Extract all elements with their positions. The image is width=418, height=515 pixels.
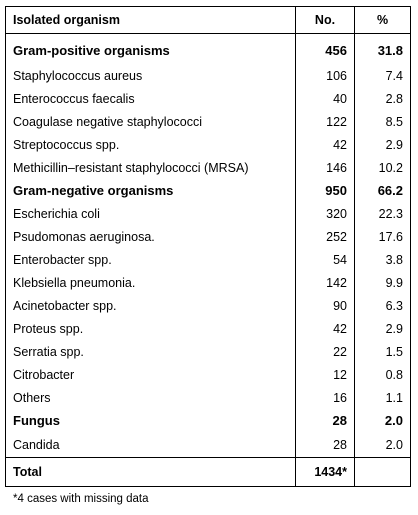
organism-name: Fungus bbox=[6, 409, 296, 432]
total-label: Total bbox=[6, 458, 296, 487]
organism-percent: 10.2 bbox=[355, 156, 411, 179]
organism-count: 22 bbox=[296, 340, 355, 363]
organism-percent: 3.8 bbox=[355, 248, 411, 271]
organism-percent: 22.3 bbox=[355, 202, 411, 225]
header-percent: % bbox=[355, 7, 411, 34]
total-count: 1434* bbox=[296, 458, 355, 487]
organism-count: 12 bbox=[296, 363, 355, 386]
table-header-row bbox=[6, 7, 411, 34]
organism-count: 456 bbox=[296, 34, 355, 65]
table-row bbox=[6, 340, 411, 363]
organism-percent: 1.1 bbox=[355, 386, 411, 409]
organism-count: 146 bbox=[296, 156, 355, 179]
organism-percent: 2.9 bbox=[355, 133, 411, 156]
organism-count: 252 bbox=[296, 225, 355, 248]
organism-name: Citrobacter bbox=[6, 363, 296, 386]
organism-percent: 9.9 bbox=[355, 271, 411, 294]
organism-count: 122 bbox=[296, 110, 355, 133]
organism-count: 16 bbox=[296, 386, 355, 409]
organism-percent: 1.5 bbox=[355, 340, 411, 363]
table-row bbox=[6, 317, 411, 340]
organism-name: Enterobacter spp. bbox=[6, 248, 296, 271]
organism-name: Methicillin–resistant staphylococci (MRSA) bbox=[6, 156, 296, 179]
organism-name: Acinetobacter spp. bbox=[6, 294, 296, 317]
organism-table bbox=[5, 6, 411, 487]
organism-percent: 17.6 bbox=[355, 225, 411, 248]
organism-count: 42 bbox=[296, 133, 355, 156]
table-row bbox=[6, 133, 411, 156]
table-row bbox=[6, 386, 411, 409]
table-row bbox=[6, 271, 411, 294]
organism-name: Escherichia coli bbox=[6, 202, 296, 225]
organism-percent: 31.8 bbox=[355, 34, 411, 65]
header-count: No. bbox=[296, 7, 355, 34]
table-row bbox=[6, 294, 411, 317]
organism-count: 54 bbox=[296, 248, 355, 271]
organism-name: Gram-positive organisms bbox=[6, 34, 296, 65]
organism-count: 950 bbox=[296, 179, 355, 202]
organism-name: Staphylococcus aureus bbox=[6, 64, 296, 87]
total-percent bbox=[355, 458, 411, 487]
table-row bbox=[6, 248, 411, 271]
organism-name: Psudomonas aeruginosa. bbox=[6, 225, 296, 248]
organism-count: 90 bbox=[296, 294, 355, 317]
table-body bbox=[6, 34, 411, 458]
organism-name: Candida bbox=[6, 432, 296, 458]
organism-count: 28 bbox=[296, 409, 355, 432]
table-row bbox=[6, 202, 411, 225]
footnote: *4 cases with missing data bbox=[13, 493, 149, 505]
organism-count: 106 bbox=[296, 64, 355, 87]
total-row bbox=[6, 458, 411, 487]
organism-percent: 2.9 bbox=[355, 317, 411, 340]
organism-count: 320 bbox=[296, 202, 355, 225]
organism-count: 28 bbox=[296, 432, 355, 458]
organism-percent: 6.3 bbox=[355, 294, 411, 317]
table-row-group bbox=[6, 34, 411, 65]
organism-count: 42 bbox=[296, 317, 355, 340]
organism-percent: 2.0 bbox=[355, 432, 411, 458]
organism-percent: 7.4 bbox=[355, 64, 411, 87]
organism-name: Serratia spp. bbox=[6, 340, 296, 363]
organism-count: 142 bbox=[296, 271, 355, 294]
table-row bbox=[6, 156, 411, 179]
organism-percent: 2.8 bbox=[355, 87, 411, 110]
header-organism: Isolated organism bbox=[6, 7, 296, 34]
organism-name: Others bbox=[6, 386, 296, 409]
organism-name: Coagulase negative staphylococci bbox=[6, 110, 296, 133]
organism-percent: 0.8 bbox=[355, 363, 411, 386]
table-row-group bbox=[6, 179, 411, 202]
organism-name: Gram-negative organisms bbox=[6, 179, 296, 202]
organism-percent: 8.5 bbox=[355, 110, 411, 133]
table-row bbox=[6, 110, 411, 133]
organism-name: Klebsiella pneumonia. bbox=[6, 271, 296, 294]
table-row bbox=[6, 432, 411, 458]
table-row bbox=[6, 64, 411, 87]
table-row bbox=[6, 225, 411, 248]
table-row bbox=[6, 87, 411, 110]
table-row bbox=[6, 363, 411, 386]
organism-percent: 2.0 bbox=[355, 409, 411, 432]
organism-percent: 66.2 bbox=[355, 179, 411, 202]
table-row-group bbox=[6, 409, 411, 432]
organism-name: Streptococcus spp. bbox=[6, 133, 296, 156]
organism-count: 40 bbox=[296, 87, 355, 110]
organism-name: Enterococcus faecalis bbox=[6, 87, 296, 110]
organism-name: Proteus spp. bbox=[6, 317, 296, 340]
